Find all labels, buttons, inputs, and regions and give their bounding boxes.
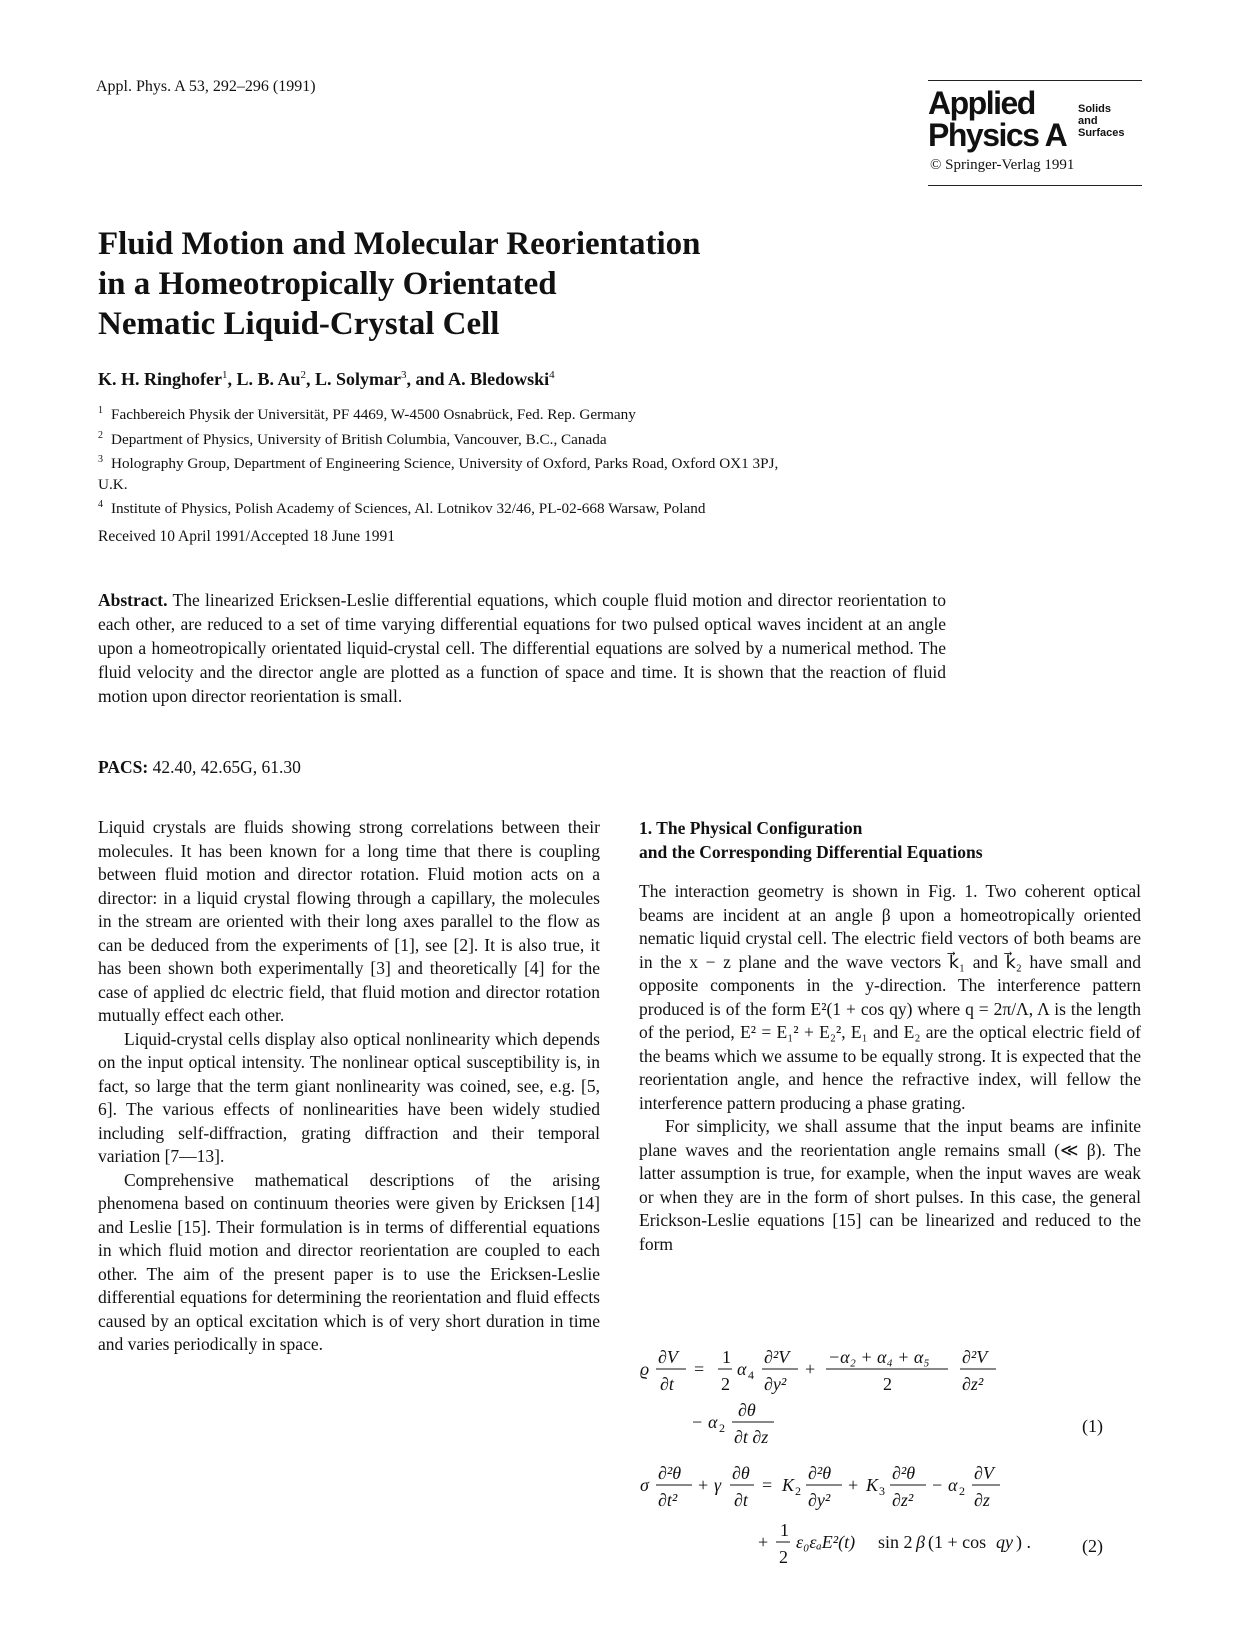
svg-text:∂V: ∂V: [658, 1347, 678, 1367]
paper-title: [98, 224, 858, 344]
logo-title: [928, 87, 1066, 151]
svg-text:∂²V: ∂²V: [764, 1347, 790, 1367]
section-heading-line-2: and the Corresponding Differential Equations: [639, 842, 983, 862]
svg-text:ε₀εₐE²(t): ε₀εₐE²(t): [796, 1532, 856, 1552]
affiliation-text: Department of Physics, University of British Columbia, Vancouver, B.C., Canada: [111, 430, 607, 448]
logo-side-1: Solids: [1078, 103, 1112, 115]
svg-text:K: K: [866, 1475, 879, 1495]
svg-text:1: 1: [780, 1520, 789, 1540]
affiliation: [98, 450, 798, 495]
pacs-label: PACS:: [98, 757, 149, 777]
equation-2-number: (2): [1082, 1536, 1103, 1556]
svg-text:sin 2: sin 2: [878, 1532, 913, 1552]
svg-text:+: +: [848, 1475, 859, 1495]
author-name: L. Solymar: [315, 369, 402, 389]
svg-text:2: 2: [779, 1547, 788, 1567]
right-column: [639, 880, 1141, 1256]
svg-text:+: +: [805, 1359, 816, 1379]
pacs-codes: [98, 757, 301, 778]
svg-text:σ: σ: [640, 1475, 649, 1495]
affiliation: [98, 401, 858, 426]
svg-text:−α₂ + α₄ + α₅: −α₂ + α₄ + α₅: [828, 1347, 930, 1367]
svg-text:+: +: [758, 1532, 769, 1552]
journal-reference: Appl. Phys. A 53, 292–296 (1991): [96, 78, 316, 95]
svg-text:∂V: ∂V: [974, 1463, 994, 1483]
affiliation-number: 4: [98, 499, 103, 511]
svg-text:2: 2: [883, 1374, 892, 1394]
author-name: L. B. Au: [236, 369, 301, 389]
svg-text:∂z²: ∂z²: [962, 1374, 984, 1394]
affiliation-text: Holography Group, Department of Engineering Science, University of Oxford, Parks Road, Oxford OX1 3PJ, U.K.: [98, 455, 779, 493]
svg-text:∂θ: ∂θ: [738, 1400, 756, 1420]
journal-logo: [928, 80, 1142, 186]
left-column: [98, 816, 600, 1357]
svg-text:(1 + cos: (1 + cos: [928, 1532, 987, 1552]
author-superscript: 3: [401, 369, 407, 381]
svg-text:α: α: [948, 1475, 958, 1495]
svg-text:ϱ: ϱ: [640, 1359, 650, 1379]
svg-text:∂t²: ∂t²: [658, 1490, 678, 1510]
svg-text:) .: ) .: [1016, 1532, 1031, 1552]
affiliation-number: 1: [98, 405, 103, 416]
abstract-label: Abstract.: [98, 590, 168, 610]
affiliation-text: Fachbereich Physik der Universität, PF 4469, W-4500 Osnabrück, Fed. Rep. Germany: [111, 406, 636, 424]
svg-text:α: α: [737, 1359, 747, 1379]
paragraph: Liquid crystals are fluids showing strong correlations between their molecules. It has been known for a long time that there is coupling between fluid motion and director rotation. Fluid motion acts on a director: in a liquid crystal flowing through a capillary, the molecules in the stream are oriented with their long axes parallel to the flow as can be deduced from the experiments of [1], see [2]. It is also true, it has been shown both experimentally [3] and theoretically [4] for the case of applied dc electric field, that fluid motion and director rotation mutually effect each other.: [98, 817, 600, 1025]
svg-text:=: =: [694, 1359, 705, 1379]
svg-text:∂θ: ∂θ: [732, 1463, 750, 1483]
paragraph: Liquid-crystal cells display also optical nonlinearity which depends on the input optical intensity. The nonlinear optical susceptibility is, in fact, so large that the term giant nonlinearity was coined, see, e.g. [5, 6]. The various effects of nonlinearities have been widely studied including self-diffraction, grating diffraction and their temporal variation [7—13].: [98, 1028, 600, 1166]
title-line-3: Nematic Liquid-Crystal Cell: [98, 306, 500, 342]
svg-text:∂y²: ∂y²: [808, 1490, 831, 1510]
paragraph: Comprehensive mathematical descriptions of the arising phenomena based on continuum theories were given by Ericksen [14] and Leslie [15]. Their formulation is in terms of differential equations in which fluid motion and director reorientation are coupled to each other. The aim of the present paper is to use the Ericksen-Leslie differential equations for determining the reorientation and fluid effects caused by an optical excitation which is of very short duration in time and varies periodically in space.: [98, 1169, 600, 1354]
author-name: A. Bledowski: [448, 369, 550, 389]
svg-text:3: 3: [879, 1484, 885, 1498]
author-superscript: 1: [222, 369, 228, 381]
svg-text:+: +: [698, 1475, 709, 1495]
svg-text:α: α: [708, 1412, 718, 1432]
svg-text:∂t ∂z: ∂t ∂z: [734, 1427, 769, 1447]
section-heading-line-1: 1. The Physical Configuration: [639, 818, 863, 838]
abstract-text: The linearized Ericksen-Leslie differential equations, which couple fluid motion and director reorientation to each other, are reduced to a set of time varying differential equations for two pulsed optical waves incident at an angle upon a homeotropically orientated liquid-crystal cell. The differential equations are solved by a numerical method. The fluid velocity and the director angle are plotted as a function of space and time. It is shown that the reaction of fluid motion upon director reorientation is small.: [98, 590, 946, 706]
title-line-2: in a Homeotropically Orientated: [98, 266, 557, 302]
svg-text:−: −: [692, 1412, 703, 1432]
affiliation-text: Institute of Physics, Polish Academy of Sciences, Al. Lotnikov 32/46, PL-02-668 Warsaw, Poland: [111, 500, 706, 518]
equation-1-number: (1): [1082, 1416, 1103, 1436]
pacs-text: 42.40, 42.65G, 61.30: [152, 757, 301, 777]
author-list: K. H. Ringhofer$^1$, L. B. Au$^2$, L. Solymar$^3$, and A. Bledowski$^4$: [98, 369, 555, 389]
logo-line-2: Physics A: [928, 117, 1067, 153]
svg-text:∂²V: ∂²V: [962, 1347, 988, 1367]
logo-line-1: Applied: [928, 85, 1035, 121]
author-conjunction: and: [415, 369, 445, 389]
logo-subtitle: [1078, 103, 1124, 139]
affiliation: [98, 426, 858, 451]
copyright: © Springer-Verlag 1991: [930, 157, 1075, 173]
svg-text:2: 2: [719, 1421, 725, 1435]
logo-side-3: Surfaces: [1078, 127, 1125, 139]
svg-text:4: 4: [748, 1368, 754, 1382]
paragraph: For simplicity, we shall assume that the input beams are infinite plane waves and the reorientation angle remains small (≪ β). The latter assumption is true, for example, when the input waves are weak or when they are in the form of short pulses. In this case, the general Erickson-Leslie equations [15] can be linearized and reduced to the form: [639, 1116, 1141, 1254]
author-superscript: 2: [300, 369, 307, 381]
svg-text:∂t: ∂t: [660, 1374, 674, 1394]
svg-text:qy: qy: [996, 1532, 1013, 1552]
svg-text:∂²θ: ∂²θ: [658, 1463, 682, 1483]
author-superscript: 4: [549, 369, 555, 381]
svg-text:∂t: ∂t: [734, 1490, 748, 1510]
logo-side-2: and: [1078, 115, 1098, 127]
svg-text:=: =: [762, 1475, 773, 1495]
affiliation-number: 3: [98, 454, 103, 466]
svg-text:∂²θ: ∂²θ: [892, 1463, 916, 1483]
section-heading: [639, 816, 983, 864]
abstract: [98, 588, 946, 708]
svg-text:∂z²: ∂z²: [892, 1490, 914, 1510]
svg-text:2: 2: [959, 1484, 965, 1498]
svg-text:∂²θ: ∂²θ: [808, 1463, 832, 1483]
svg-text:1: 1: [722, 1347, 731, 1367]
equations: [630, 1338, 1150, 1570]
svg-text:K: K: [782, 1475, 795, 1495]
title-line-1: Fluid Motion and Molecular Reorientation: [98, 226, 701, 262]
svg-text:β: β: [916, 1532, 925, 1552]
affiliations: [98, 401, 858, 520]
paragraph: The interaction geometry is shown in Fig. 1. Two coherent optical beams are incident at an angle β upon a homeotropically oriented nematic liquid crystal cell. The electric field vectors of both beams are in the x − z plane and the wave vectors k⃗₁ and k⃗₂ have small and opposite components in the y-direction. The interference pattern produced is of the form E²(1 + cos qy) where q = 2π/Λ, Λ is the length of the period, E² = E₁² + E₂², E₁ and E₂ are the optical electric field of the beams which we assume to be equally strong. It is expected that the reorientation angle, and hence the refractive index, will fellow the interference pattern producing a phase grating.: [639, 881, 1141, 1113]
svg-text:∂y²: ∂y²: [764, 1374, 787, 1394]
author-name: K. H. Ringhofer: [98, 369, 222, 389]
svg-text:−: −: [932, 1475, 943, 1495]
affiliation-number: 2: [98, 429, 103, 441]
svg-text:2: 2: [795, 1484, 801, 1498]
svg-text:2: 2: [721, 1374, 730, 1394]
affiliation: [98, 495, 858, 520]
svg-text:∂z: ∂z: [974, 1490, 990, 1510]
received-dates: Received 10 April 1991/Accepted 18 June 1991: [98, 528, 396, 545]
svg-text:γ: γ: [714, 1475, 722, 1495]
